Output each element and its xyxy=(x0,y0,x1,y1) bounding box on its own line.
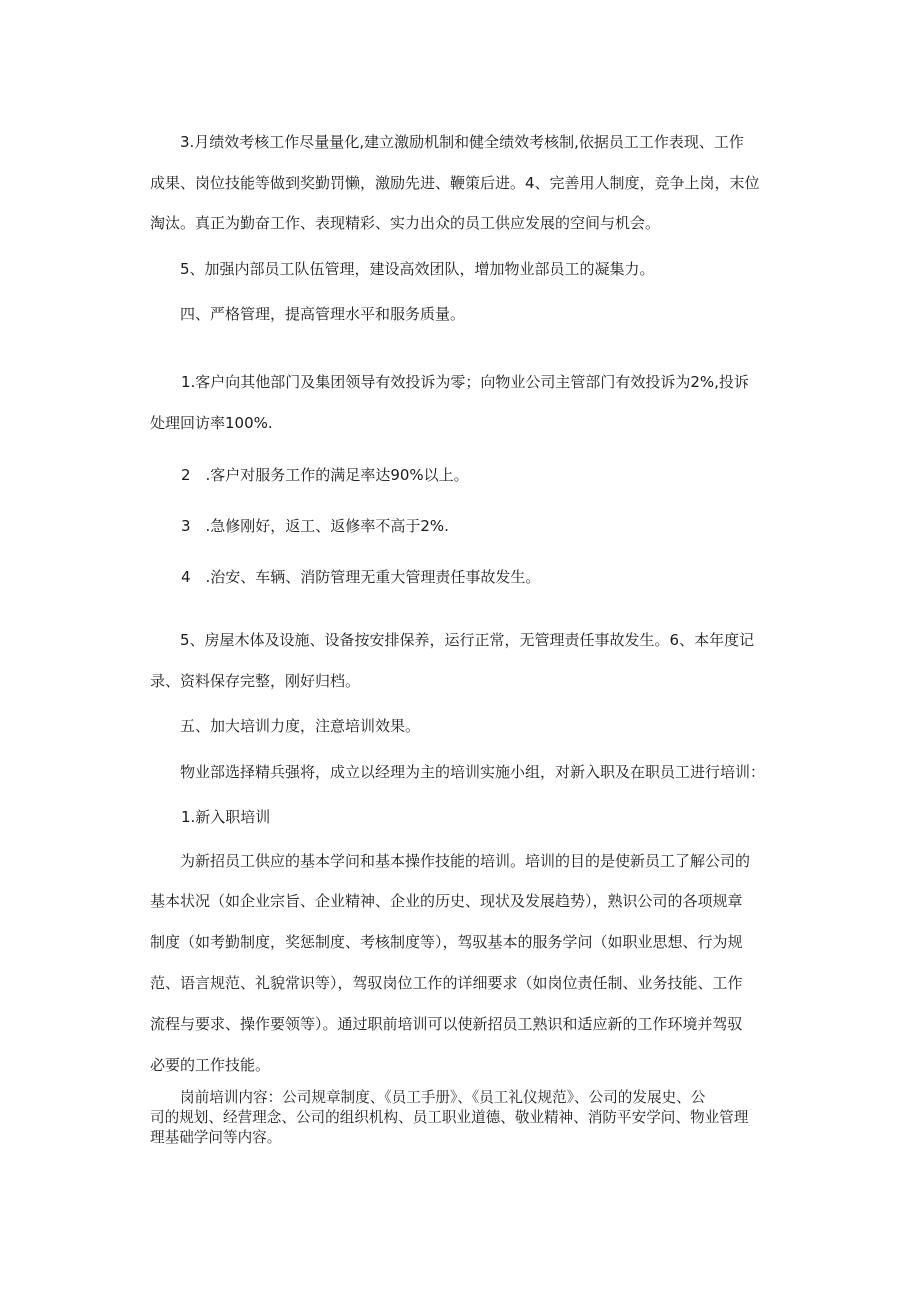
list-item: 3 .急修刚好，返工、返修率不高于2%. xyxy=(181,517,449,535)
paragraph-line: 录、资料保存完整，刚好归档。 xyxy=(150,672,361,690)
paragraph-line: 淘汰。真正为勤奋工作、表现精彩、实力出众的员工供应发展的空间与机会。 xyxy=(150,214,661,232)
paragraph-line: 1.客户向其他部门及集团领导有效投诉为零；向物业公司主管部门有效投诉为2%,投诉 xyxy=(181,373,749,391)
paragraph-line: 5、加强内部员工队伍管理，建设高效团队，增加物业部员工的凝集力。 xyxy=(180,260,655,278)
paragraph-line: 成果、岗位技能等做到奖勤罚懒，激励先进、鞭策后进。4、完善用人制度，竞争上岗，末位 xyxy=(150,174,760,192)
paragraph-line: 理基础学问等内容。 xyxy=(150,1129,282,1146)
paragraph-line: 流程与要求、操作要领等）。通过职前培训可以使新招员工熟识和适应新的工作环境并驾驭 xyxy=(150,1015,743,1033)
paragraph-line: 基本状况（如企业宗旨、企业精神、企业的历史、现状及发展趋势），熟识公司的各项规章 xyxy=(150,892,743,910)
subsection-heading: 1.新入职培训 xyxy=(181,808,271,826)
paragraph-line: 制度（如考勤制度，奖惩制度、考核制度等），驾驭基本的服务学问（如职业思想、行为规 xyxy=(150,933,743,951)
section-heading: 四、严格管理，提高管理水平和服务质量。 xyxy=(180,305,466,323)
list-item: 4 .治安、车辆、消防管理无重大管理责任事故发生。 xyxy=(181,568,541,586)
list-item: 2 .客户对服务工作的满足率达90%以上。 xyxy=(181,466,469,484)
paragraph-line: 范、语言规范、礼貌常识等），驾驭岗位工作的详细要求（如岗位责任制、业务技能、工作 xyxy=(150,974,743,992)
paragraph-line: 5、房屋木体及设施、设备按安排保养，运行正常，无管理责任事故发生。6、本年度记 xyxy=(180,631,755,649)
section-heading: 五、加大培训力度，注意培训效果。 xyxy=(180,717,421,735)
paragraph-line: 物业部选择精兵强将，成立以经理为主的培训实施小组，对新入职及在职员工进行培训： xyxy=(180,763,766,781)
paragraph-line: 岗前培训内容：公司规章制度、《员工手册》、《员工礼仪规范》、公司的发展史、公 xyxy=(180,1089,706,1106)
paragraph-line: 为新招员工供应的基本学问和基本操作技能的培训。培训的目的是使新员工了解公司的 xyxy=(180,852,751,870)
paragraph-line: 3.月绩效考核工作尽量量化,建立激励机制和健全绩效考核制,依据员工工作表现、工作 xyxy=(180,133,744,151)
paragraph-line: 处理回访率100%. xyxy=(150,414,273,432)
paragraph-line: 司的规划、经营理念、公司的组织机构、员工职业道德、敬业精神、消防平安学问、物业管理 xyxy=(150,1109,749,1126)
paragraph-line: 必要的工作技能。 xyxy=(150,1056,271,1074)
